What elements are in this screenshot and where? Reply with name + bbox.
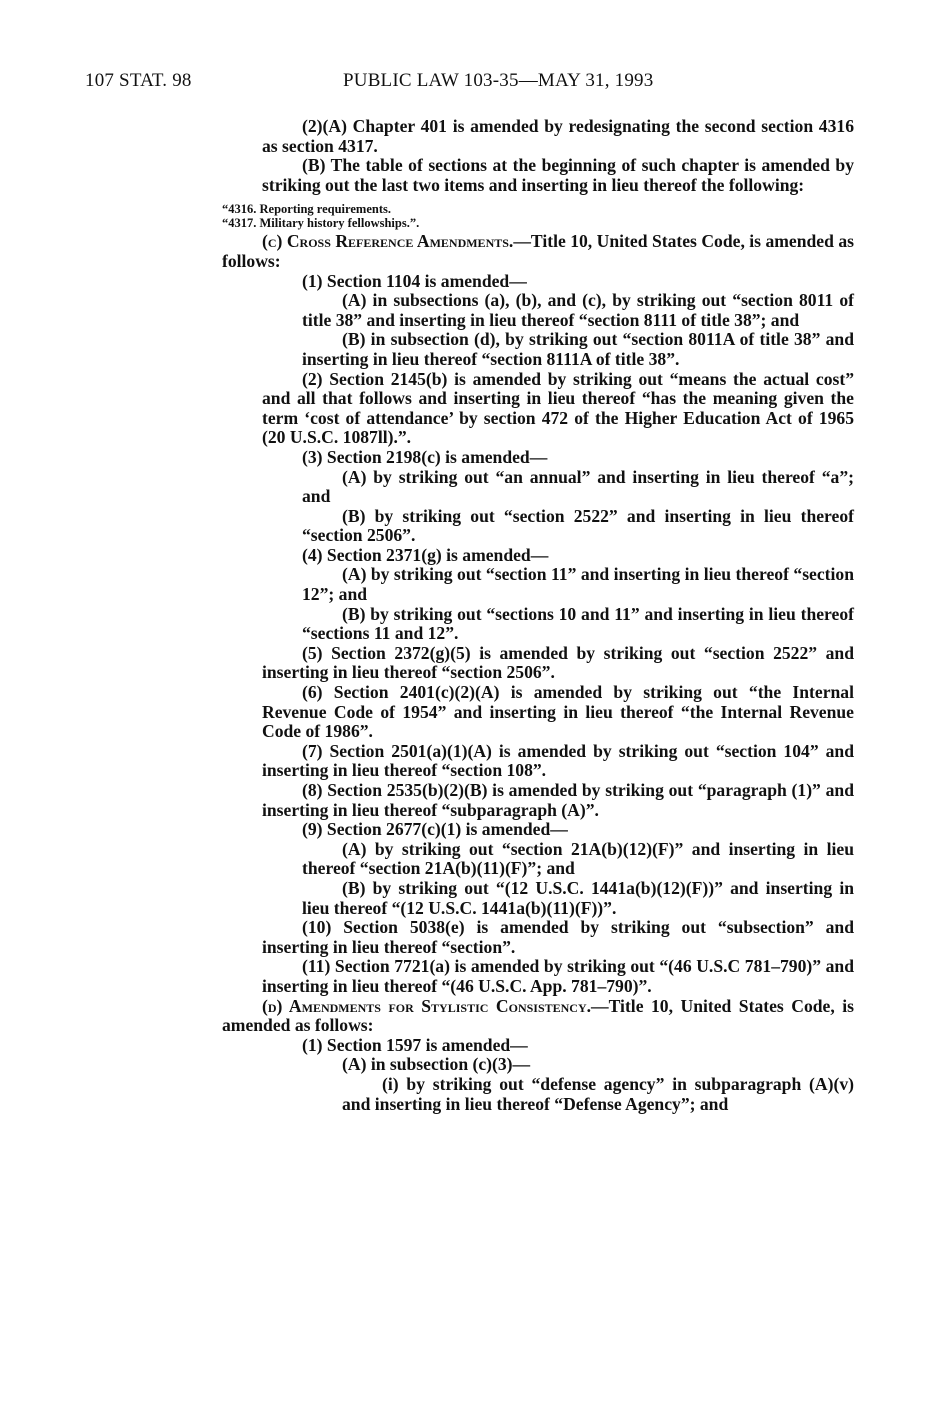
paragraph: (1) Section 1104 is amended— xyxy=(302,270,527,291)
paragraph: (A) by striking out “section 21A(b)(12)(F)” and inserting in lieu thereof “section 21A(b)(11)(F)”; and xyxy=(302,838,854,879)
paragraph: (B) in subsection (d), by striking out “section 8011A of title 38” and inserting in lieu thereof “section 8111A of title 38”. xyxy=(302,329,854,369)
paragraph: (11) Section 7721(a) is amended by striking out “(46 U.S.C 781–790)” and inserting in lieu thereof “(46 U.S.C. App. 781–790)”. xyxy=(262,956,854,996)
page-header xyxy=(85,70,853,100)
paragraph: (A) by striking out “section 11” and inserting in lieu thereof “section 12”; and xyxy=(302,564,854,605)
paragraph: (3) Section 2198(c) is amended— xyxy=(302,446,548,467)
paragraph: (5) Section 2372(g)(5) is amended by striking out “section 2522” and inserting in lieu thereof “section 2506”. xyxy=(262,642,854,683)
paragraph: (4) Section 2371(g) is amended— xyxy=(302,544,549,565)
page-reference: 107 STAT. 98 xyxy=(85,70,192,91)
table-of-sections-insert xyxy=(222,203,854,230)
paragraph: (7) Section 2501(a)(1)(A) is amended by striking out “section 104” and inserting in lieu thereof “section 108”. xyxy=(262,740,854,781)
law-title: PUBLIC LAW 103-35—MAY 31, 1993 xyxy=(343,70,654,91)
paragraph: (10) Section 5038(e) is amended by striking out “subsection” and inserting in lieu thereof “section”. xyxy=(262,917,854,957)
subsection-heading: (d) Amendments for Stylistic Consistency. xyxy=(262,995,592,1016)
paragraph: (1) Section 1597 is amended— xyxy=(302,1034,528,1055)
subsection-text: —Title 10, United States Code, is amended as follows: xyxy=(222,995,854,1036)
subsection-text: —Title 10, United States Code, is amended as follows: xyxy=(222,231,854,271)
subsection-d xyxy=(222,997,854,1036)
paragraph: (B) by striking out “sections 10 and 11” and inserting in lieu thereof “sections 11 and 12”. xyxy=(302,603,854,644)
document-body xyxy=(222,117,854,1114)
paragraph: (2) Section 2145(b) is amended by striking out “means the actual cost” and all that follows and inserting in lieu thereof “has the meaning given the term ‘cost of attendance’ by section 472 of the Higher Education Act of 1965 (20 U.S.C. 1087ll).”. xyxy=(262,368,854,448)
paragraph: (B) The table of sections at the beginning of such chapter is amended by striking out the last two items and inserting in lieu thereof the following: xyxy=(262,155,854,195)
paragraph: (2)(A) Chapter 401 is amended by redesignating the second section 4316 as section 4317. xyxy=(262,116,854,156)
paragraph: (B) by striking out “section 2522” and inserting in lieu thereof “section 2506”. xyxy=(302,505,854,546)
paragraph: (A) by striking out “an annual” and inserting in lieu thereof “a”; and xyxy=(302,466,854,507)
paragraph: (8) Section 2535(b)(2)(B) is amended by striking out “paragraph (1)” and inserting in lieu thereof “subparagraph (A)”. xyxy=(262,780,854,820)
subsection-heading: (c) Cross Reference Amendments. xyxy=(262,231,514,252)
paragraph: (B) by striking out “(12 U.S.C. 1441a(b)(12)(F))” and inserting in lieu thereof “(12 U.S.C. 1441a(b)(11)(F))”. xyxy=(302,877,854,918)
paragraph: (A) in subsection (c)(3)— xyxy=(342,1054,531,1075)
toc-entry: “4317. Military history fellowships.”. xyxy=(222,215,420,230)
paragraph: (A) in subsections (a), (b), and (c), by striking out “section 8011 of title 38” and inserting in lieu thereof “section 8111 of title 38”; and xyxy=(302,290,854,330)
toc-entry: “4316. Reporting requirements. xyxy=(222,202,391,217)
paragraph: (6) Section 2401(c)(2)(A) is amended by striking out “the Internal Revenue Code of 1954” and inserting in lieu thereof “the Internal Revenue Code of 1986”. xyxy=(262,682,854,742)
paragraph: (i) by striking out “defense agency” in subparagraph (A)(v) and inserting in lieu thereof “Defense Agency”; and xyxy=(342,1073,854,1114)
paragraph: (9) Section 2677(c)(1) is amended— xyxy=(302,819,568,840)
subsection-c xyxy=(222,232,854,271)
